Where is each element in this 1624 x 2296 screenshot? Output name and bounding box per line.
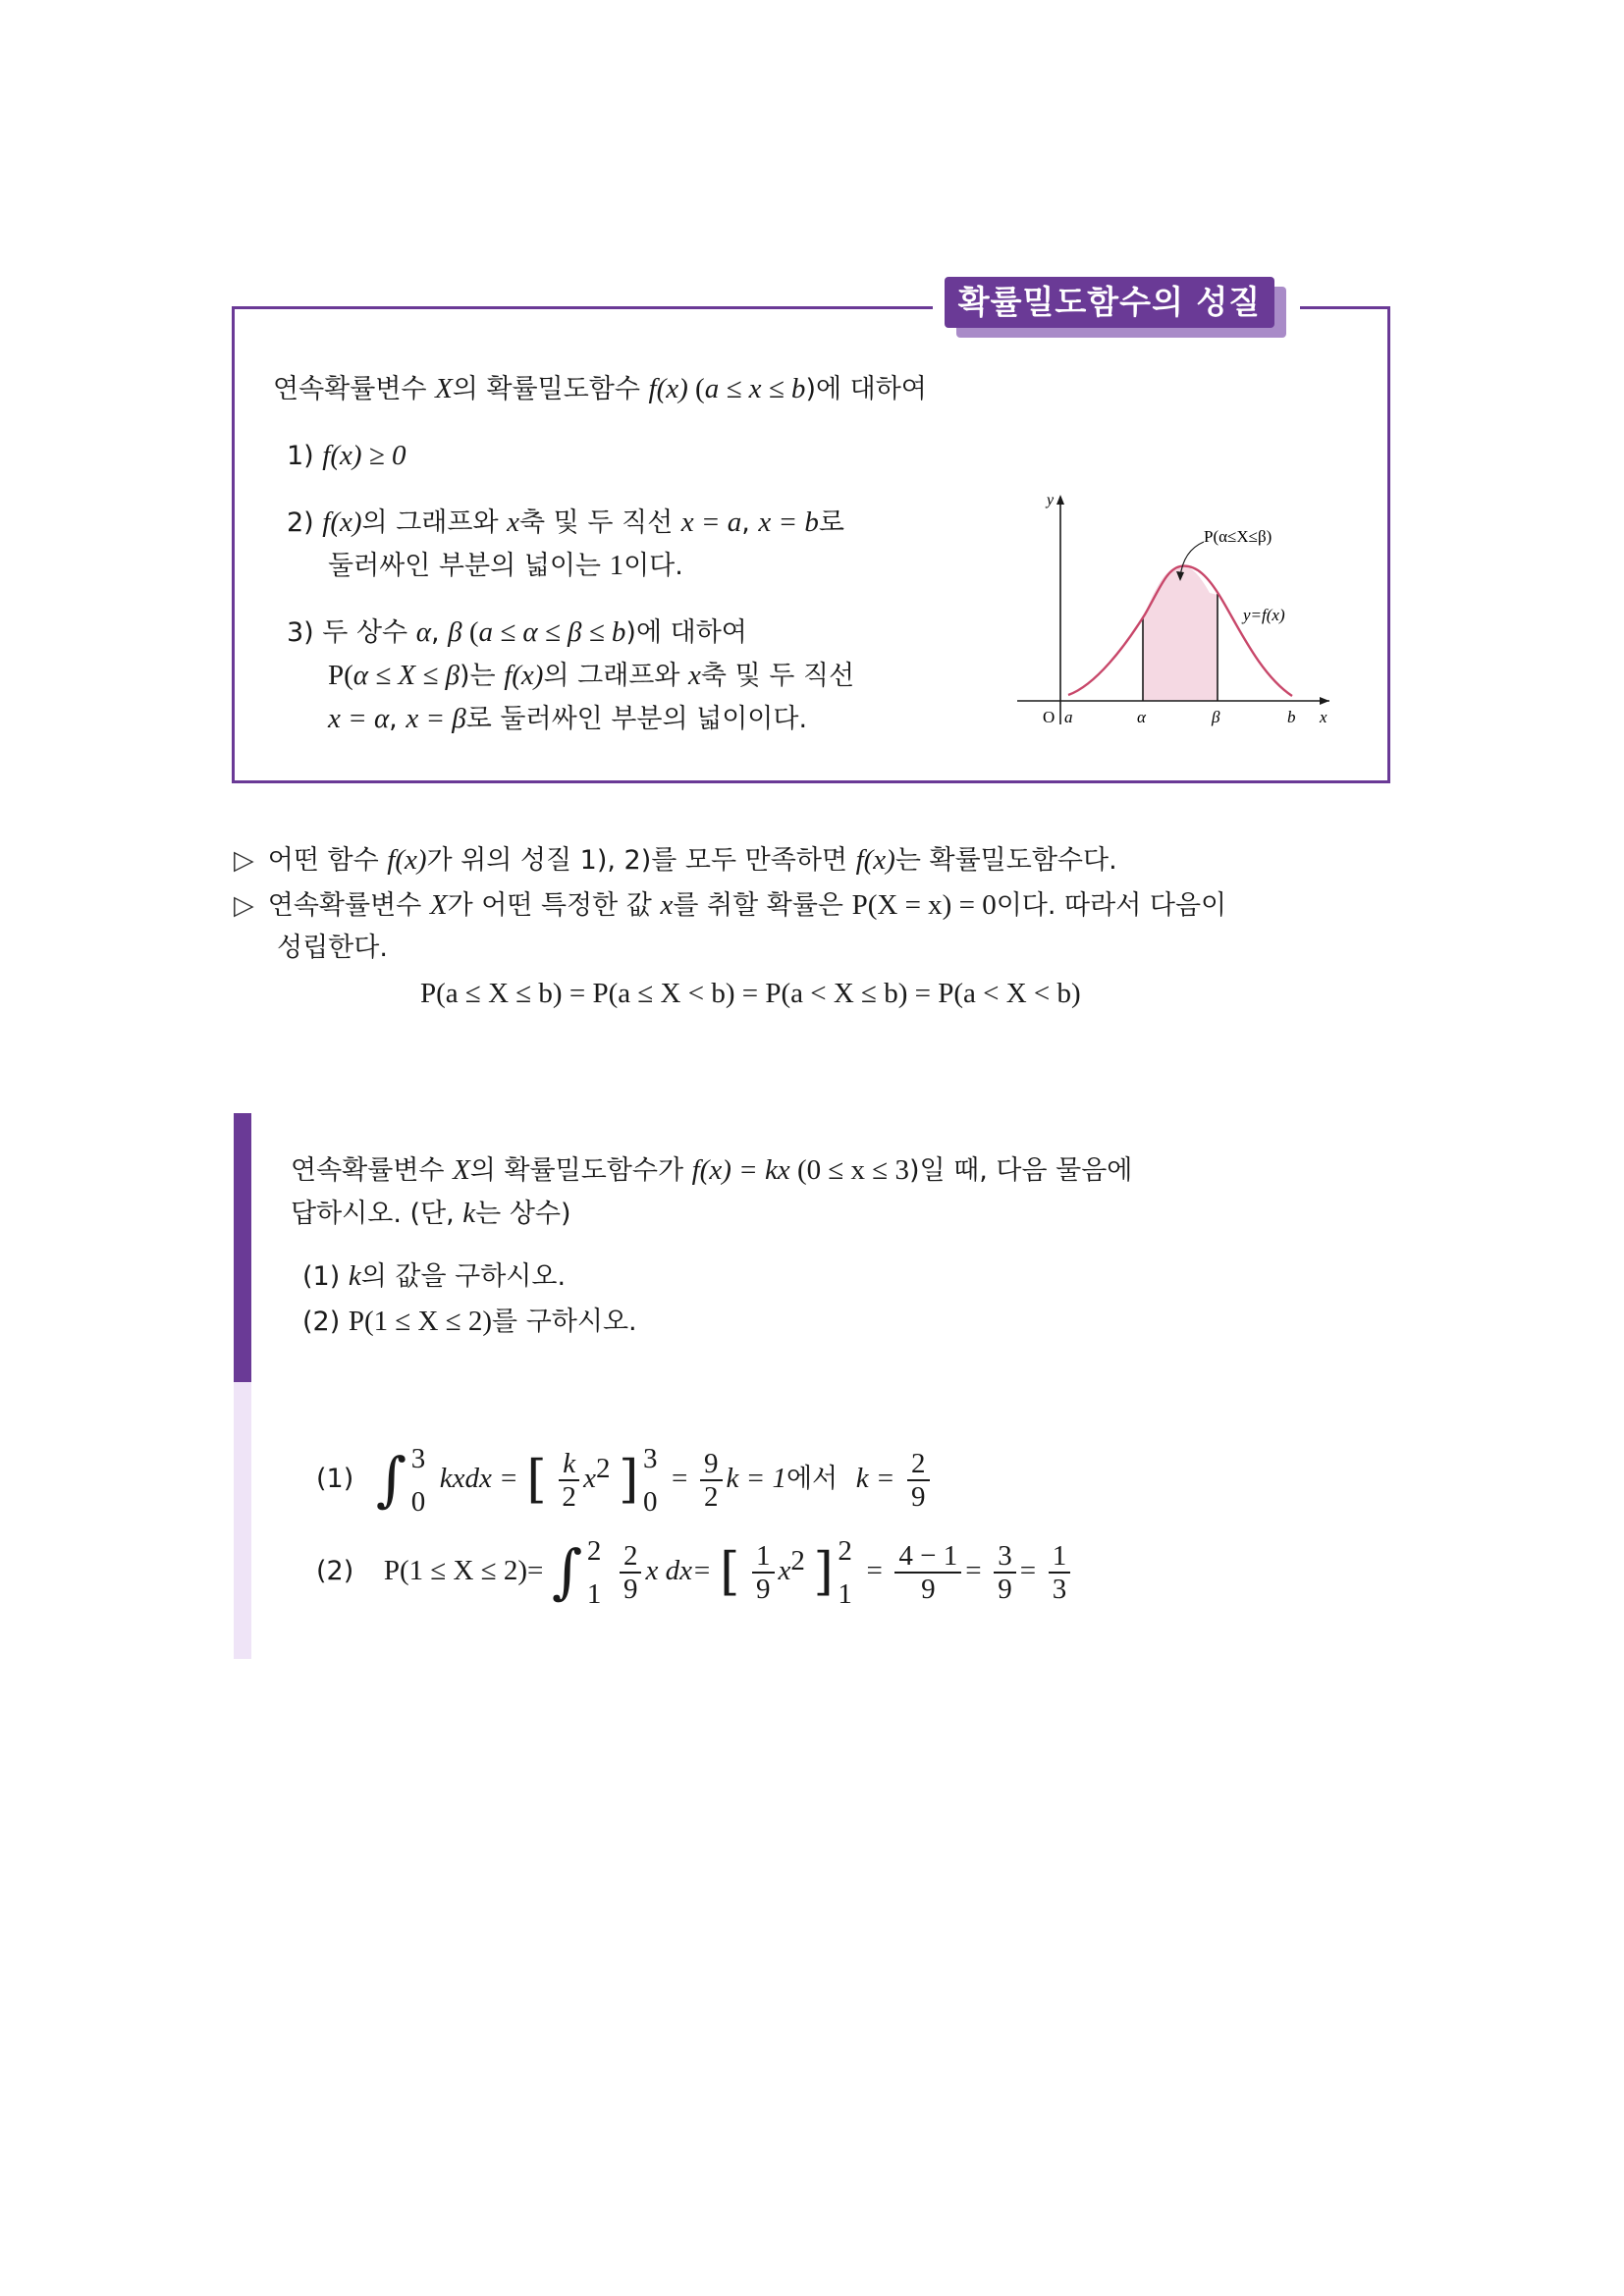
shaded-region — [1143, 566, 1218, 701]
integral-sign: ∫ — [552, 1537, 583, 1607]
prob-label: P(α≤X≤β) — [1204, 527, 1272, 546]
box-title-tab — [945, 277, 1286, 338]
integral-sign: ∫ — [375, 1445, 407, 1515]
solution-bar — [234, 1382, 251, 1659]
density-figure — [1007, 479, 1337, 736]
box-intro: 연속확률변수 X의 확률밀도함수 f(x) (a ≤ x ≤ b)에 대하여 — [273, 373, 927, 404]
tick-beta: β — [1212, 708, 1220, 726]
property-item-1: 1) f(x) ≥ 0 — [287, 440, 406, 471]
triangle-bullet-icon: ▷ — [234, 890, 254, 921]
x-label: x — [1320, 708, 1327, 726]
note-1: ▷ 어떤 함수 f(x)가 위의 성질 1), 2)를 모두 만족하면 f(x)는 확률밀도함수다. — [234, 844, 1117, 876]
y-axis-arrow — [1056, 495, 1064, 505]
tick-alpha: α — [1137, 708, 1146, 726]
property-item-3-cont: P(α ≤ X ≤ β)는 f(x)의 그래프와 x축 및 두 직선 — [328, 660, 855, 691]
example-sub-2: (2) P(1 ≤ X ≤ 2)를 구하시오. — [302, 1306, 637, 1337]
example-bar — [234, 1113, 251, 1382]
solution-1: (1) ∫ 3 0 kxdx = [ $\frac{k}{2}$ $x^2$ ] 3 0 = $\frac{9}{2}$ k = 1에서 k = $\frac{2}{9}$ — [316, 1433, 934, 1516]
note-2: ▷ 연속확률변수 X가 어떤 특정한 값 x를 취할 확률은 P(X = x) = 0이다. 따라서 다음이 — [234, 889, 1227, 921]
triangle-bullet-icon: ▷ — [234, 845, 254, 876]
y-label: y — [1047, 492, 1055, 508]
solution-2: (2) P(1 ≤ X ≤ 2)= ∫ 2 1 $\frac{2}{9}$ x dx= [ $\frac{1}{9}$ $x^2$ ] 2 1 = $\frac{4 - 1}{9}$ = $\frac{3}{9}$ = $\frac{1}{3}$ — [316, 1525, 1074, 1608]
box-title: 확률밀도함수의 성질 — [945, 277, 1274, 328]
example-sub-1: (1) k의 값을 구하시오. — [302, 1260, 567, 1292]
property-item-2-cont: 둘러싸인 부분의 넓이는 1이다. — [328, 550, 683, 581]
curve-label: y=f(x) — [1243, 606, 1285, 624]
tick-b: b — [1287, 708, 1296, 726]
property-item-2: 2) f(x)의 그래프와 x축 및 두 직선 x = a, x = b로 — [287, 507, 844, 538]
x-axis-arrow — [1320, 697, 1329, 705]
tick-a: a — [1064, 708, 1073, 726]
example-question-cont: 답하시오. (단, k는 상수) — [291, 1198, 571, 1229]
origin-label: O — [1043, 708, 1056, 726]
note-2-cont: 성립한다. — [277, 933, 388, 963]
property-item-3-cont2: x = α, x = β로 둘러싸인 부분의 넓이이다. — [328, 703, 808, 734]
probability-equation: P(a ≤ X ≤ b) = P(a ≤ X < b) = P(a < X ≤ b) = P(a < X < b) — [420, 978, 1081, 1009]
property-item-3: 3) 두 상수 α, β (a ≤ α ≤ β ≤ b)에 대하여 — [287, 616, 747, 648]
example-question: 연속확률변수 X의 확률밀도함수가 f(x) = kx (0 ≤ x ≤ 3)일 때, 다음 물음에 — [291, 1154, 1133, 1186]
